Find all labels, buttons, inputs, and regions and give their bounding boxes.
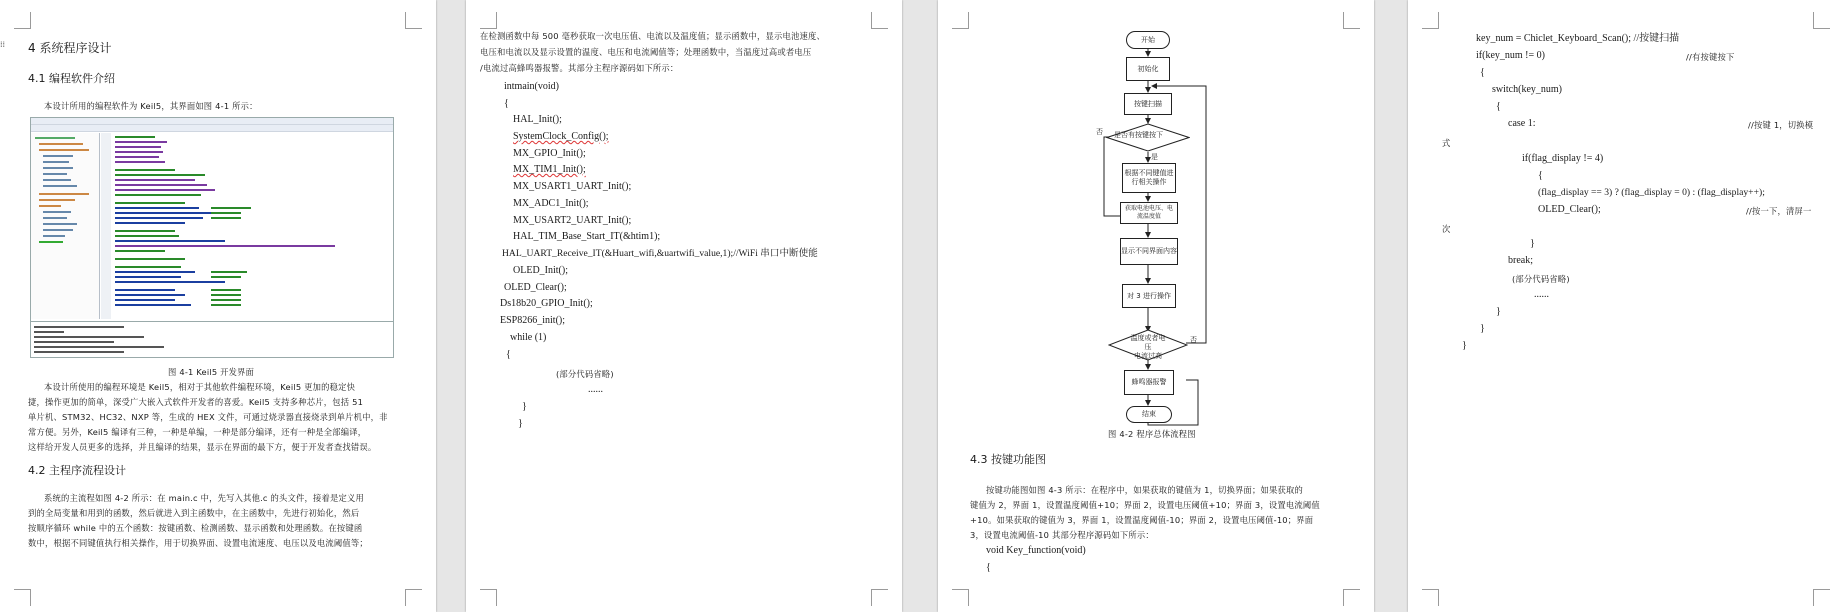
page-corner-mark [1422, 589, 1439, 606]
flow-start-node: 开始 [1126, 31, 1170, 49]
code-line: SystemClock_Config(); [513, 131, 609, 142]
flow-init-node: 初始化 [1126, 57, 1170, 81]
flow-alarm-node: 蜂鸣器报警 [1124, 370, 1174, 395]
code-line: HAL_Init(); [513, 114, 562, 125]
code-line: ...... [1534, 289, 1549, 300]
page-corner-mark [405, 589, 422, 606]
flow-check-label [1128, 334, 1168, 361]
code-line: if(key_num != 0) [1476, 50, 1545, 61]
section-heading: 4 系统程序设计 [28, 41, 112, 55]
code-line: } [1462, 340, 1467, 351]
code-line: OLED_Clear(); [504, 282, 567, 293]
paragraph-line: 3，设置电流阈值-10 其部分程序源码如下所示： [970, 530, 1154, 540]
flow-node-text: 电流过高 [1134, 352, 1162, 360]
flow-end-node: 结束 [1126, 406, 1172, 423]
code-line: while (1) [510, 332, 547, 343]
code-line: } [1480, 323, 1485, 334]
paragraph-line: 本设计所使用的编程环境是 Keil5，相对于其他软件编程环境，Keil5 更加的稳定快 [44, 382, 356, 392]
code-line: MX_ADC1_Init(); [513, 198, 589, 209]
code-line: MX_GPIO_Init(); [513, 148, 586, 159]
flow-node-text: 温度或者电压 [1130, 334, 1166, 351]
code-line: key_num = Chiclet_Keyboard_Scan(); //按键扫描 [1476, 33, 1680, 44]
paragraph-line: 按顺序循环 while 中的五个函数：按键函数、检测函数、显示函数和处理函数。在按键函 [28, 523, 363, 533]
code-line: OLED_Clear(); [1538, 204, 1601, 215]
page-corner-mark [871, 589, 888, 606]
paragraph-line: 数中，根据不同键值执行相关操作，用于切换界面、设置电流速度、电压以及电流阈值等； [28, 538, 368, 548]
paragraph-line: /电流过高蜂鸣器报警。其部分主程序源码如下所示： [480, 63, 679, 73]
code-line: (flag_display == 3) ? (flag_display = 0) : (flag_display++); [1538, 187, 1765, 198]
code-line: Ds18b20_GPIO_Init(); [500, 298, 593, 309]
code-comment: //按键 1，切换模 [1748, 120, 1814, 130]
code-line: if(flag_display != 4) [1522, 153, 1604, 164]
subsection-heading: 4.2 主程序流程设计 [28, 464, 126, 477]
paragraph-line: 捷，操作更加的简单，深受广大嵌入式软件开发者的喜爱。Keil5 支持多种芯片，包括 51 [28, 397, 364, 407]
page-corner-mark [871, 12, 888, 29]
code-line: { [504, 98, 509, 109]
code-line: { [1538, 170, 1543, 181]
code-line: MX_USART1_UART_Init(); [513, 181, 632, 192]
flow-exec-node [1122, 163, 1176, 193]
code-comment: 次 [1442, 224, 1451, 234]
paragraph-line: 按键功能图如图 4-3 所示：在程序中，如果获取的键值为 1，切换界面；如果获取的 [986, 485, 1304, 495]
paragraph-line: +10。如果获取的键值为 3，界面 1，设置温度阈值-10；界面 2，设置电压阈值-10；界面 [970, 515, 1314, 525]
subsection-heading: 4.3 按键功能图 [970, 453, 1046, 466]
paragraph-line: 单片机、STM32、HC32、NXP 等，生成的 HEX 文件，可通过烧录器直接烧录到单片机中，非 [28, 412, 388, 422]
code-line: { [1480, 67, 1485, 78]
paragraph-line: 这样给开发人员更多的选择，并且编译的结果，显示在界面的最下方，便于开发者查找错误。 [28, 442, 377, 452]
flow-scan-node: 按键扫描 [1124, 93, 1172, 115]
figure-caption: 图 4-2 程序总体流程图 [1108, 429, 1196, 439]
page-corner-mark [14, 589, 31, 606]
code-line: intmain(void) [504, 81, 559, 92]
page-corner-mark [1422, 12, 1439, 29]
page-corner-mark [405, 12, 422, 29]
code-line: { [986, 562, 991, 573]
document-page-3 [938, 0, 1374, 612]
code-line: case 1: [1508, 118, 1536, 129]
code-line: switch(key_num) [1492, 84, 1562, 95]
keil-ide-screenshot [30, 117, 394, 358]
code-line: void Key_function(void) [986, 545, 1086, 556]
paragraph-line: 电压和电流以及显示设置的温度、电压和电流阈值等；处理函数中，当温度过高或者电压 [480, 47, 812, 57]
code-line: ...... [588, 384, 603, 395]
code-line: OLED_Init(); [513, 265, 568, 276]
paragraph-line: 键值为 2，界面 1，设置温度阈值+10；界面 2，设置电压阈值+10；界面 3，设置电流阈值 [970, 500, 1320, 510]
code-line: } [1530, 238, 1535, 249]
move-handle-icon[interactable]: ⁞⁞ [0, 40, 6, 49]
code-line: (部分代码省略) [1512, 274, 1570, 284]
code-line: ESP8266_init(); [500, 315, 566, 326]
document-page-1 [0, 0, 436, 612]
code-line: HAL_TIM_Base_Start_IT(&htim1); [513, 231, 661, 242]
page-corner-mark [1813, 589, 1830, 606]
flow-branch-label: 否 [1096, 128, 1103, 136]
paragraph-line: 本设计所用的编程软件为 Keil5，其界面如图 4-1 所示： [44, 101, 258, 111]
code-comment: 式 [1442, 138, 1451, 148]
document-page-2 [466, 0, 902, 612]
code-line: MX_USART2_UART_Init(); [513, 215, 632, 226]
code-line: } [522, 401, 527, 412]
flow-branch-label: 否 [1190, 336, 1197, 344]
flow-node-text: 获取电池电压、电 [1124, 205, 1173, 212]
flow-node-text: 根据不同键值进 [1124, 169, 1174, 177]
code-comment: //有按键按下 [1686, 52, 1735, 62]
code-line: HAL_UART_Receive_IT(&Huart_wifi,&uartwifi_value,1);//WiFi 串口中断使能 [502, 248, 818, 259]
code-line: (部分代码省略) [556, 369, 614, 379]
flow-node-text: 行相关操作 [1131, 178, 1167, 186]
code-line: } [1496, 306, 1501, 317]
flow-display-node: 显示不同界面内容 [1120, 238, 1178, 265]
figure-caption: 图 4-1 Keil5 开发界面 [168, 367, 255, 377]
paragraph-line: 到的全局变量和用到的函数，然后就进入到主函数中，在主函数中，先进行初始化，然后 [28, 508, 360, 518]
flow-detect-node [1120, 202, 1178, 224]
page-corner-mark [1813, 12, 1830, 29]
code-comment: //按一下，清屏一 [1746, 206, 1812, 216]
paragraph-line: 系统的主流程如图 4-2 所示：在 main.c 中，先写入其他.c 的头文件，接着是定义用 [44, 493, 364, 503]
paragraph-line: 在检测函数中每 500 毫秒获取一次电压值、电流以及温度值；显示函数中，显示电池速度、 [480, 31, 825, 41]
flow-decision-label: 是否有按键按下 [1114, 131, 1163, 139]
code-line: MX_TIM1_Init(); [513, 164, 586, 175]
page-corner-mark [14, 12, 31, 29]
code-line: { [506, 349, 511, 360]
code-line: { [1496, 101, 1501, 112]
code-line: } [518, 418, 523, 429]
document-page-4 [1408, 0, 1831, 612]
page-corner-mark [480, 12, 497, 29]
flow-branch-label: 是 [1151, 153, 1158, 161]
flow-node-text: 流温度值 [1136, 213, 1161, 220]
paragraph-line: 常方便。另外，Keil5 编译有三种，一种是单编，一种是部分编译，还有一种是全部编译， [28, 427, 367, 437]
page-corner-mark [480, 589, 497, 606]
flow-process-node: 对 3 进行操作 [1122, 284, 1176, 308]
code-line: break; [1508, 255, 1533, 266]
subsection-heading: 4.1 编程软件介绍 [28, 72, 115, 85]
